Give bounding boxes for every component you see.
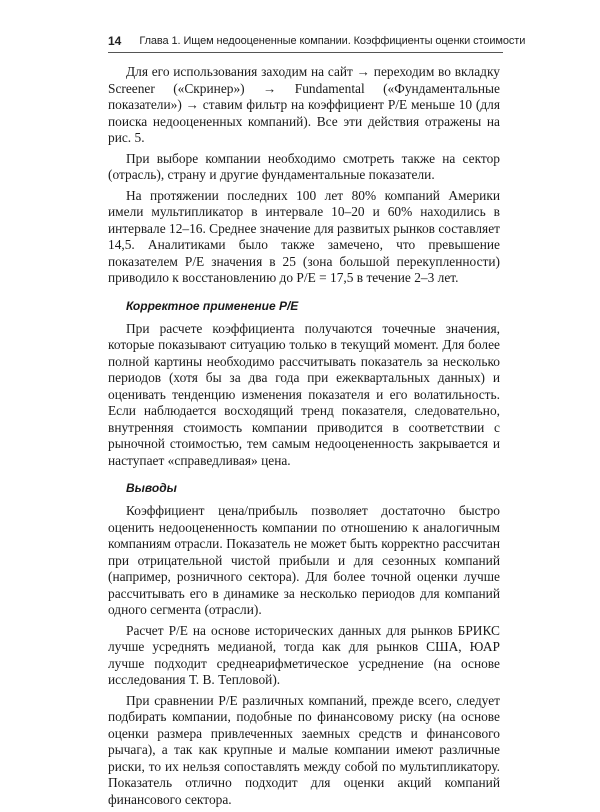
header-rule <box>108 52 503 53</box>
running-head <box>108 32 526 50</box>
paragraph: При выборе компании необходимо смотреть также на сектор (отрасль), страну и другие фундаментальные показатели. <box>108 150 500 182</box>
paragraph: При сравнении P/E различных компаний, прежде всего, следует подбирать компании, подобные по финансовому риску (на основе оценки размера привлеченных заемных средств и финансового рычага), а так как крупные и малые компании имеют различные риски, то их нельзя сопоставлять между собой по мультипликатору. Показатель отлично подходит для оценки акций компаний финансового сектора. <box>108 692 500 807</box>
body-text <box>108 64 500 812</box>
paragraph: При расчете коэффициента получаются точечные значения, которые показывают ситуацию только в текущий момент. Для более полной картины необходимо рассчитывать показатель за несколько периодов (хотя бы за два года при ежеквартальных данных) и оценивать тенденцию изменения показателя и его волатильность. Если наблюдается восходящий тренд показателя, следовательно, внутренняя стоимость компании приводится в соответствии с рыночной стоимостью, тем самым недооцененность закрывается и наступает «справедливая» цена. <box>108 320 500 468</box>
paragraph: Коэффициент цена/прибыль позволяет достаточно быстро оценить недооцененность компании по отношению к аналогичным компаниям отрасли. Показатель не может быть корректно рассчитан при отрицательной чистой прибыли и для сезонных компаний (например, розничного сектора). Для более точной оценки лучше рассчитывать его в динамике за несколько периодов для компаний одного сегмента (отрасли). <box>108 503 500 617</box>
paragraph: На протяжении последних 100 лет 80% компаний Америки имели мультипликатор в интервале 10–20 и 60% находились в интервале 12–16. Среднее значение для развитых рынков составляет 14,5. Аналитиками было также замечено, что превышение показателем P/E значения в 25 (зона большой перекупленности) приводило к восстановлению до P/E = 17,5 в течение 2–3 лет. <box>108 187 500 285</box>
paragraph: Расчет P/E на основе исторических данных для рынков БРИКС лучше усреднять медианой, тогда как для рынков США, ЮАР лучше подходит среднеарифметическое усреднение (на основе исследования Т. В. Тепловой). <box>108 622 500 687</box>
section-heading-correct-usage: Корректное применение P/E <box>126 298 299 313</box>
page-number: 14 <box>108 34 122 48</box>
paragraph: Для его использования заходим на сайт → переходим во вкладку Screener («Скринер») → Fundamental («Фундаментальные показатели») → ставим фильтр на коэффициент P/E меньше 10 (для поиска недооцененных компаний). Все эти действия отражены на рис. 5. <box>108 64 500 145</box>
running-title: Глава 1. Ищем недооцененные компании. Коэффициенты оценки стоимости <box>139 35 526 47</box>
section-heading-conclusions: Выводы <box>126 481 177 495</box>
